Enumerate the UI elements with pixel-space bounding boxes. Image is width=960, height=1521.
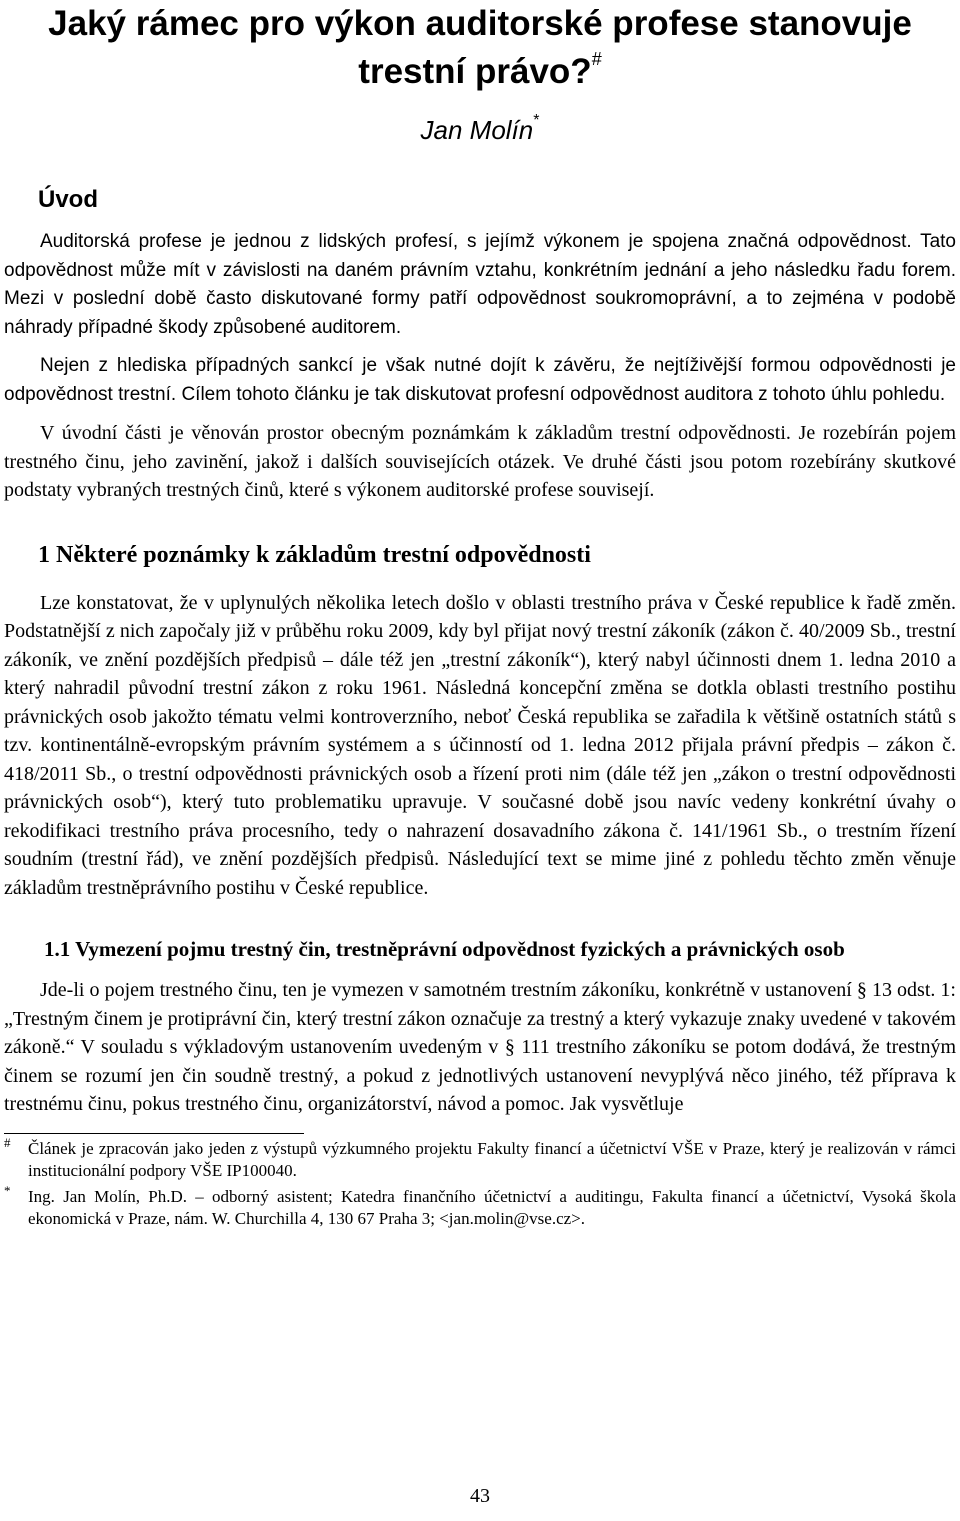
intro-paragraph-2: Nejen z hlediska případných sankcí je však nutné dojít k závěru, že nejtíživější formou odpovědnosti je odpovědnost trestní. Cílem tohoto článku je tak diskutovat profesní odpovědnost auditora z tohoto úhlu pohledu. — [4, 355, 956, 405]
intro-paragraph-1: Auditorská profese je jednou z lidských profesí, s jejímž výkonem je spojena značná odpovědnost. Tato odpovědnost může mít v závislosti na daném právním vztahu, konkrétním jednání a jeho následku řadu forem. Mezi v poslední době často diskutované formy patří odpovědnost soukromoprávní, a to zejména v podobě náhrady případné škody způsobené auditorem. — [4, 231, 956, 338]
intro-heading: Úvod — [38, 186, 98, 213]
footnote-2-mark: * — [4, 1182, 11, 1198]
author-name: Jan Molín — [420, 115, 534, 145]
section-1-paragraph: Lze konstatovat, že v uplynulých několika letech došlo v oblasti trestního práva v České republice k řadě změn. Podstatnější z nich započaly již v průběhu roku 2009, kdy byl přijat nový trestní zákoník (zákon č. 40/2009 Sb., trestní zákoník, ve znění pozdějších předpisů – dále též jen „trestní zákoník“), který nabyl účinnosti dnem 1. ledna 2010 a který nahradil původní trestní zákon z roku 1961. Následná koncepční změna se dotkla oblasti trestního postihu právnických osob jakožto tématu velmi kontroverzního, neboť Česká republika se zařadila k většině ostatních států s tzv. kontinentálně-evropským právním systémem a s účinností od 1. ledna 2012 přijala právní předpis – zákon č. 418/2011 Sb., o trestní odpovědnosti právnických osob a řízení proti nim (dále též jen „zákon o trestní odpovědnosti právnických osob“), který tuto problematiku upravuje. V současné době jsou navíc vedeny konkrétní úvahy o rekodifikaci trestního práva procesního, tedy o nahrazení dosavadního zákona č. 141/1961 Sb., o trestním řízení soudním (trestní řád), ve znění pozdějších předpisů. Následující text se mime jiné z pohledu těchto změn věnuje základům trestněprávního postihu v České republice. — [4, 591, 956, 899]
title-line-1: Jaký rámec pro výkon auditorské profese stanovuje — [48, 4, 912, 43]
section-1-1-paragraph: Jde-li o pojem trestného činu, ten je vymezen v samotném trestním zákoníku, konkrétně v ustanovení § 13 odst. 1: „Trestným činem je protiprávní čin, který trestní zákon označuje za trestný a který vykazuje znaky uvedené v takovém zákoně.“ V souladu s výkladovým ustanovením uvedeným v § 111 trestního zákoníku se potom dodává, že trestným činem se rozumí jen čin soudně trestný, a pokud z jednotlivých ustanovení nevyplývá něco jiného, též příprava k trestnému činu, pokus trestného činu, organizátorství, návod a pomoc. Jak vysvětluje — [4, 979, 956, 1115]
footnote-2 — [4, 1182, 956, 1230]
page-number: 43 — [470, 1485, 490, 1507]
footnote-2-text: Ing. Jan Molín, Ph.D. – odborný asistent; Katedra finančního účetnictví a auditingu, Fakulta financí a účetnictví, Vysoká škola ekonomická v Praze, nám. W. Churchilla 4, 130 67 Praha 3; <jan.molin@vse.cz>. — [28, 1186, 956, 1228]
section-1-1-heading: 1.1 Vymezení pojmu trestný čin, trestněprávní odpovědnost fyzických a právnických osob — [44, 937, 845, 961]
footnote-1-text: Článek je zpracován jako jeden z výstupů výzkumného projektu Fakulty financí a účetnictví VŠE v Praze, který je realizován v rámci institucionální podpory VŠE IP100040. — [28, 1138, 956, 1180]
title-footnote-mark: # — [591, 49, 602, 69]
author-footnote-mark: * — [533, 112, 540, 129]
footnote-1-mark: # — [4, 1134, 11, 1150]
author-line — [4, 110, 956, 150]
footnote-divider — [4, 1133, 304, 1134]
section-1-heading: 1 Některé poznámky k základům trestní odpovědnosti — [38, 541, 591, 568]
intro-paragraph-3: V úvodní části je věnován prostor obecným poznámkám k základům trestní odpovědnosti. Je rozebírán pojem trestného činu, jeho zavinění, jakož i dalších souvisejících otázek. Ve druhé části jsou potom rozebírány skutkové podstaty vybraných trestných činů, které s výkonem auditorské profese souvisejí. — [4, 422, 956, 501]
article-page — [4, 0, 956, 1230]
footnote-1 — [4, 1134, 956, 1182]
article-title — [4, 0, 956, 96]
title-line-2: trestní právo? — [358, 52, 592, 91]
